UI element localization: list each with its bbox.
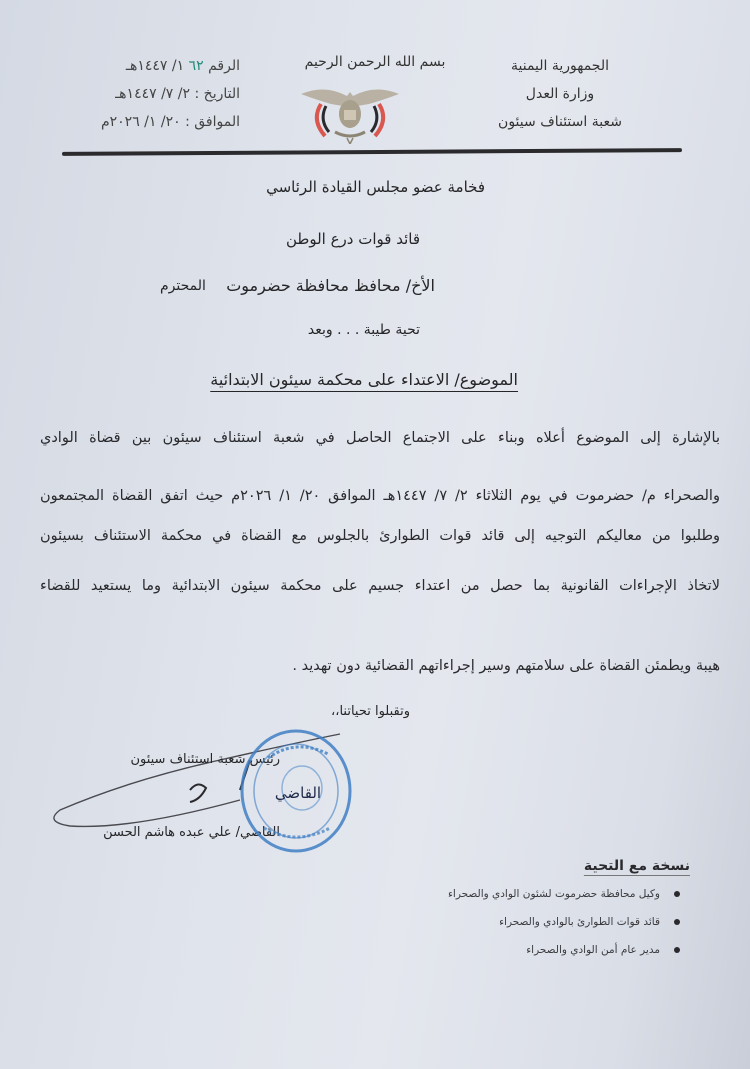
bullet-icon [674, 891, 680, 897]
letterhead-authority [460, 52, 660, 136]
body-line-3: وطلبوا من معاليكم التوجيه إلى قائد قوات الطوارئ بالجلوس مع القضاة في محكمة الاستئناف بسيئون [40, 528, 720, 544]
body-line-1: بالإشارة إلى الموضوع أعلاه وبناء على الاجتماع الحاصل في شعبة استئناف سيئون بين قضاة الوادي [40, 430, 720, 446]
bullet-icon [674, 947, 680, 953]
list-item: وكيل محافظة حضرموت لشئون الوادي والصحراء [448, 880, 680, 908]
signatory-title: رئيس شعبة استئناف سيئون [130, 752, 280, 767]
bullet-icon [674, 919, 680, 925]
handwritten-ref-number: ٦٢ [188, 58, 204, 74]
svg-text:القاضي: القاضي [274, 784, 322, 802]
addressee-line-2: قائد قوات درع الوطن [285, 230, 420, 248]
greeting: تحية طيبة . . . وبعد [307, 322, 420, 338]
gregorian-date: الموافق : ٢٠/ ١/ ٢٠٢٦م [100, 114, 240, 130]
addressee-honorific: المحترم [160, 278, 206, 294]
body-line-4: لاتخاذ الإجراءات القانونية بما حصل من اعتداء جسيم على محكمة سيئون الابتدائية وما يستعيد للقضاء [40, 578, 720, 594]
addressee-line-1: فخامة عضو مجلس القيادة الرئاسي [266, 178, 485, 196]
copies-heading: نسخة مع التحية [583, 858, 690, 874]
header-divider [62, 148, 682, 156]
closing: وتقبلوا تحياتنا،، [331, 704, 410, 719]
yemen-eagle-emblem-icon [295, 82, 405, 144]
subject-line: الموضوع/ الاعتداء على محكمة سيئون الابتدائية [210, 370, 518, 389]
basmala: بسم الله الرحمن الرحيم [304, 54, 446, 70]
official-stamp-icon [238, 728, 354, 854]
list-item: قائد قوات الطوارئ بالوادي والصحراء [448, 908, 680, 936]
branch-name: شعبة استئناف سيئون [498, 114, 622, 130]
body-line-2: والصحراء م/ حضرموت في يوم الثلاثاء ٢/ ٧/ ١٤٤٧هـ الموافق ٢٠/ ١/ ٢٠٢٦م حيث اتفق القضاة المجتمعون [40, 488, 720, 504]
body-line-5: هيبة ويطمئن القضاة على سلامتهم وسير إجراءاتهم القضائية دون تهديد . [292, 658, 720, 674]
country-name: الجمهورية اليمنية [510, 58, 609, 74]
reference-number: الرقم ٦٢ ١/ ١٤٤٧هـ [125, 58, 240, 74]
ministry-name: وزارة العدل [525, 86, 595, 102]
hijri-date: التاريخ : ٢/ ٧/ ١٤٤٧هـ [115, 86, 240, 102]
reference-block [40, 52, 240, 136]
addressee-line-3: الأخ/ محافظ محافظة حضرموت [226, 276, 435, 295]
copies-list [448, 880, 680, 964]
list-item: مدير عام أمن الوادي والصحراء [448, 936, 680, 964]
signatory-name: القاضي/ علي عبده هاشم الحسن [103, 825, 280, 840]
